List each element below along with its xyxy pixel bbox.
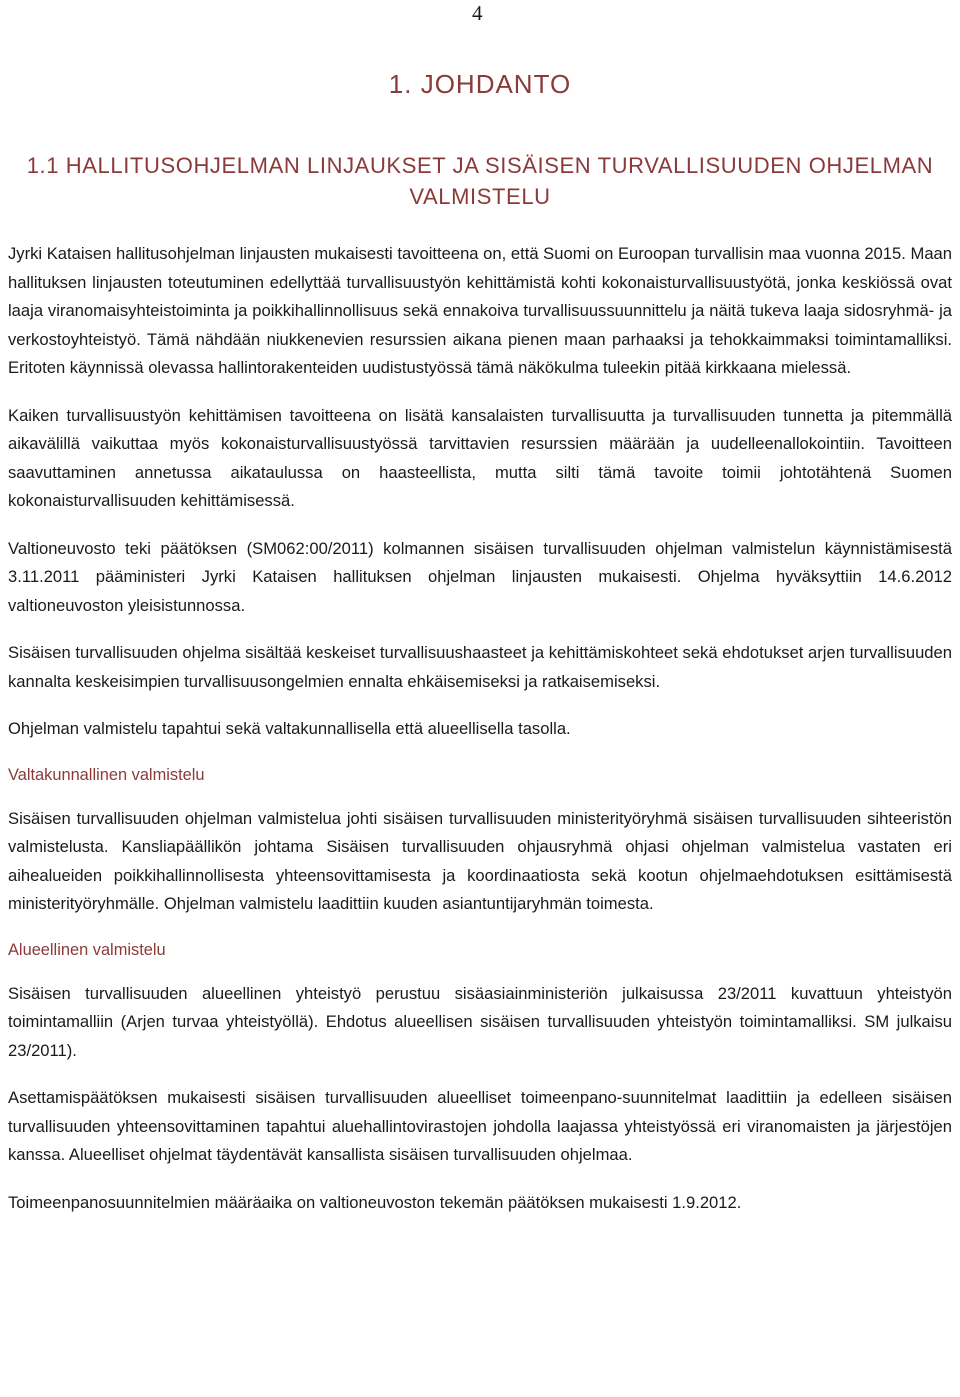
paragraph-program-content: Sisäisen turvallisuuden ohjelma sisältää keskeiset turvallisuushaasteet ja kehittämiskohteet sekä ehdotukset arjen turvallisuuden kannalta keskeisimpien turvallisuusongelmien ennalta ehkäisemiseksi ja ratkaisemiseksi. <box>8 643 952 691</box>
section-title: 1.1 HALLITUSOHJELMAN LINJAUKSET JA SISÄISEN TURVALLISUUDEN OHJELMAN VALMISTELU <box>26 153 934 209</box>
paragraph-regional-cooperation: Sisäisen turvallisuuden alueellinen yhteistyö perustuu sisäasiainministeriön julkaisussa 23/2011 kuvattuun yhteistyön toimintamalliin (Arjen turvaa yhteistyöllä). Ehdotus alueellisen sisäisen turvallisuuden yhteistyön toimintamalliksi. SM julkaisu 23/2011). <box>8 983 952 1060</box>
paragraph-national-preparation: Sisäisen turvallisuuden ohjelman valmistelua johti sisäisen turvallisuuden ministerityöryhmä sisäisen turvallisuuden sihteeristön valmistelusta. Kansliapäällikön johtama Sisäisen turvallisuuden ohjausryhmä ohjasi ohjelman valmistelua vastaten eri aihealueiden poikkihallinnollisesta yhteensovittamisesta ja koordinaatiosta sekä kootun ohjelmaehdotuksen esittämisestä ministerityöryhmälle. Ohjelman valmistelu laadittiin kuuden asiantuntijaryhmän toimesta. <box>8 808 952 913</box>
paragraph-intro: Jyrki Kataisen hallitusohjelman linjausten mukaisesti tavoitteena on, että Suomi on Euroopan turvallisin maa vuonna 2015. Maan hallituksen linjausten toteutuminen edellyttää turvallisuustyön kehittämistä kohti kokonaisturvallisuustyötä, jonka keskiössä ovat laaja viranomaisyhteistoiminta ja poikkihallinnollisuus sekä ennakoiva turvallisuussuunnittelu ja näitä tukeva laaja sidosryhmä- ja verkostoyhteistyö. Tämä nähdään niukkenevien resurssien aikana pienen maan parhaaksi ja tehokkaimmaksi toimintamalliksi. Eritoten käynnissä olevassa hallintorakenteiden uudistustyössä tämä näkökulma tuleekin pitää kirkkaana mielessä. <box>8 244 952 377</box>
paragraph-preparation-levels: Ohjelman valmistelu tapahtui sekä valtakunnallisella että alueellisella tasolla. <box>8 719 571 738</box>
page-number: 4 <box>472 1 483 25</box>
subheading-regional-preparation: Alueellinen valmistelu <box>8 940 166 959</box>
paragraph-deadline: Toimeenpanosuunnitelmien määräaika on valtioneuvoston tekemän päätöksen mukaisesti 1.9.2012. <box>8 1192 742 1212</box>
paragraph-government-decision: Valtioneuvosto teki päätöksen (SM062:00/2011) kolmannen sisäisen turvallisuuden ohjelman valmistelun käynnistämisestä 3.11.2011 pääministeri Jyrki Kataisen hallituksen ohjelman linjausten mukaisesti. Ohjelma hyväksyttiin 14.6.2012 valtioneuvoston yleisistunnossa. <box>8 538 952 615</box>
document-body <box>8 240 952 1236</box>
chapter-title: 1. JOHDANTO <box>388 69 572 99</box>
paragraph-regional-plans: Asettamispäätöksen mukaisesti sisäisen turvallisuuden alueelliset toimeenpano-suunnitelmat laadittiin ja edelleen sisäisen turvallisuuden yhteensovittaminen tapahtui aluehallintovirastojen johdolla laajassa yhteistyössä eri viranomaisten ja järjestöjen kanssa. Alueelliset ohjelmat täydentävät kansallista sisäisen turvallisuuden ohjelmaa. <box>8 1088 952 1164</box>
paragraph-goal: Kaiken turvallisuustyön kehittämisen tavoitteena on lisätä kansalaisten turvallisuutta ja turvallisuuden tunnetta ja pitemmällä aikavälillä vaikuttaa myös kokonaisturvallisuustyössä tarvittavien resurssien määrään ja uudelleenallokointiin. Tavoitteen saavuttaminen annetussa aikataulussa on haasteellista, mutta silti tämä tavoite toimii johtotähtenä Suomen kokonaisturvallisuuden kehittämisessä. <box>8 405 952 510</box>
subheading-national-preparation: Valtakunnallinen valmistelu <box>8 765 205 784</box>
